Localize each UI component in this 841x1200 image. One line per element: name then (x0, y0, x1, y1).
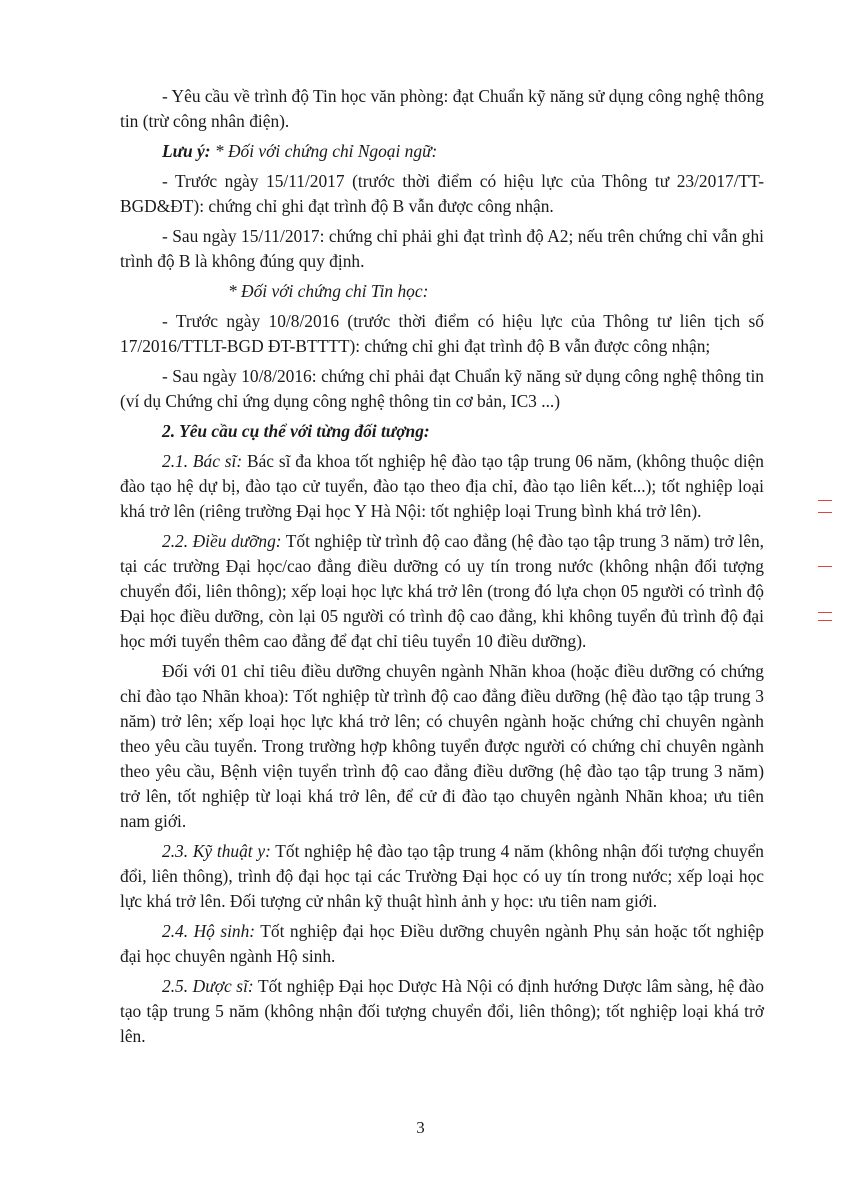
stamp-mark (818, 500, 832, 501)
paragraph-note-it-certificate (120, 279, 764, 304)
item-label: 2.1. Bác sĩ: (162, 451, 243, 471)
stamp-mark (818, 566, 832, 567)
item-text: Tốt nghiệp Đại học Dược Hà Nội có định hướng Dược lâm sàng, hệ đào tạo tập trung 5 năm (không nhận đối tượng chuyển đổi, liên thông); tốt nghiệp loại khá trở lên. (120, 976, 764, 1046)
paragraph-note-foreign-language (120, 139, 764, 164)
section-heading-2 (120, 419, 764, 444)
item-text: Tốt nghiệp đại học Điều dưỡng chuyên ngành Phụ sản hoặc tốt nghiệp đại học chuyên ngành Hộ sinh. (120, 921, 764, 966)
paragraph-before-15-11-2017 (120, 169, 764, 219)
note-text: * Đối với chứng chỉ Ngoại ngữ: (210, 141, 438, 161)
page-body (120, 84, 764, 1054)
stamp-mark (818, 620, 832, 621)
item-text: Bác sĩ đa khoa tốt nghiệp hệ đào tạo tập trung 06 năm, (không thuộc diện đào tạo hệ dự bị, đào tạo cử tuyển, đào tạo theo địa chỉ, đào tạo liên kết...); tốt nghiệp loại khá trở lên (riêng trường Đại học Y Hà Nội: tốt nghiệp loại Trung bình khá trở lên). (120, 451, 764, 521)
paragraph-text: - Trước ngày 10/8/2016 (trước thời điểm có hiệu lực của Thông tư liên tịch số 17/2016/TTLT-BGD ĐT-BTTTT): chứng chỉ ghi đạt trình độ B vẫn được công nhận; (120, 311, 764, 356)
item-label: 2.5. Dược sĩ: (162, 976, 254, 996)
paragraph-2-2-nursing (120, 529, 764, 654)
heading-text: 2. Yêu cầu cụ thể với từng đối tượng: (162, 421, 430, 441)
paragraph-2-4-midwife (120, 919, 764, 969)
paragraph-2-3-medical-technician (120, 839, 764, 914)
page-number: 3 (416, 1118, 425, 1137)
paragraph-text: * Đối với chứng chỉ Tin học: (228, 281, 429, 301)
item-label: 2.4. Hộ sinh: (162, 921, 256, 941)
paragraph-2-5-pharmacist (120, 974, 764, 1049)
paragraph-2-1-doctor (120, 449, 764, 524)
item-label: 2.2. Điều dưỡng: (162, 531, 282, 551)
paragraph-text: - Yêu cầu về trình độ Tin học văn phòng: đạt Chuẩn kỹ năng sử dụng công nghệ thông tin (trừ công nhân điện). (120, 86, 764, 131)
stamp-mark (818, 512, 832, 513)
item-text: Tốt nghiệp hệ đào tạo tập trung 4 năm (không nhận đối tượng chuyển đổi, liên thông), trình độ đại học tại các Trường Đại học có uy tín trong nước; xếp loại học lực khá trở lên. Đối tượng cử nhân kỹ thuật hình ảnh y học: ưu tiên nam giới. (120, 841, 764, 911)
item-label: 2.3. Kỹ thuật y: (162, 841, 271, 861)
paragraph-after-15-11-2017 (120, 224, 764, 274)
paragraph-text: - Sau ngày 15/11/2017: chứng chỉ phải ghi đạt trình độ A2; nếu trên chứng chỉ vẫn ghi trình độ B là không đúng quy định. (120, 226, 764, 271)
paragraph-text: - Trước ngày 15/11/2017 (trước thời điểm có hiệu lực của Thông tư 23/2017/TT-BGD&ĐT): chứng chỉ ghi đạt trình độ B vẫn được công nhận. (120, 171, 764, 216)
stamp-mark (818, 612, 832, 613)
paragraph-after-10-8-2016 (120, 364, 764, 414)
note-label: Lưu ý: (162, 141, 211, 161)
paragraph-text: - Sau ngày 10/8/2016: chứng chỉ phải đạt Chuẩn kỹ năng sử dụng công nghệ thông tin (ví dụ Chứng chỉ ứng dụng công nghệ thông tin cơ bản, IC3 ...) (120, 366, 764, 411)
paragraph-text: Đối với 01 chỉ tiêu điều dưỡng chuyên ngành Nhãn khoa (hoặc điều dưỡng có chứng chỉ đào tạo Nhãn khoa): Tốt nghiệp từ trình độ cao đẳng điều dưỡng (hệ đào tạo tập trung 3 năm) trở lên; xếp loại học lực khá trở lên; có chuyên ngành hoặc chứng chỉ chuyên ngành theo yêu cầu tuyển. Trong trường hợp không tuyển được người có chứng chỉ chuyên ngành theo yêu cầu, Bệnh viện tuyển trình độ cao đẳng điều dưỡng (hệ đào tạo tập trung 3 năm) trở lên, tốt nghiệp từ loại khá trở lên, để cử đi đào tạo chuyên ngành Nhãn khoa; ưu tiên nam giới. (120, 661, 764, 831)
item-text: Tốt nghiệp từ trình độ cao đẳng (hệ đào tạo tập trung 3 năm) trở lên, tại các trường Đại học/cao đẳng điều dưỡng có uy tín trong nước (không nhận đối tượng chuyển đổi, liên thông); xếp loại học lực khá trở lên (trong đó lựa chọn 05 người có trình độ Đại học điều dưỡng, còn lại 05 người có trình độ cao đẳng, khi không tuyển đủ trình độ đại học mới tuyển thêm cao đẳng để đạt chỉ tiêu tuyển 10 điều dưỡng). (120, 531, 764, 651)
paragraph-before-10-8-2016 (120, 309, 764, 359)
paragraph-office-it-requirement (120, 84, 764, 134)
paragraph-ophthalmology-nursing (120, 659, 764, 834)
